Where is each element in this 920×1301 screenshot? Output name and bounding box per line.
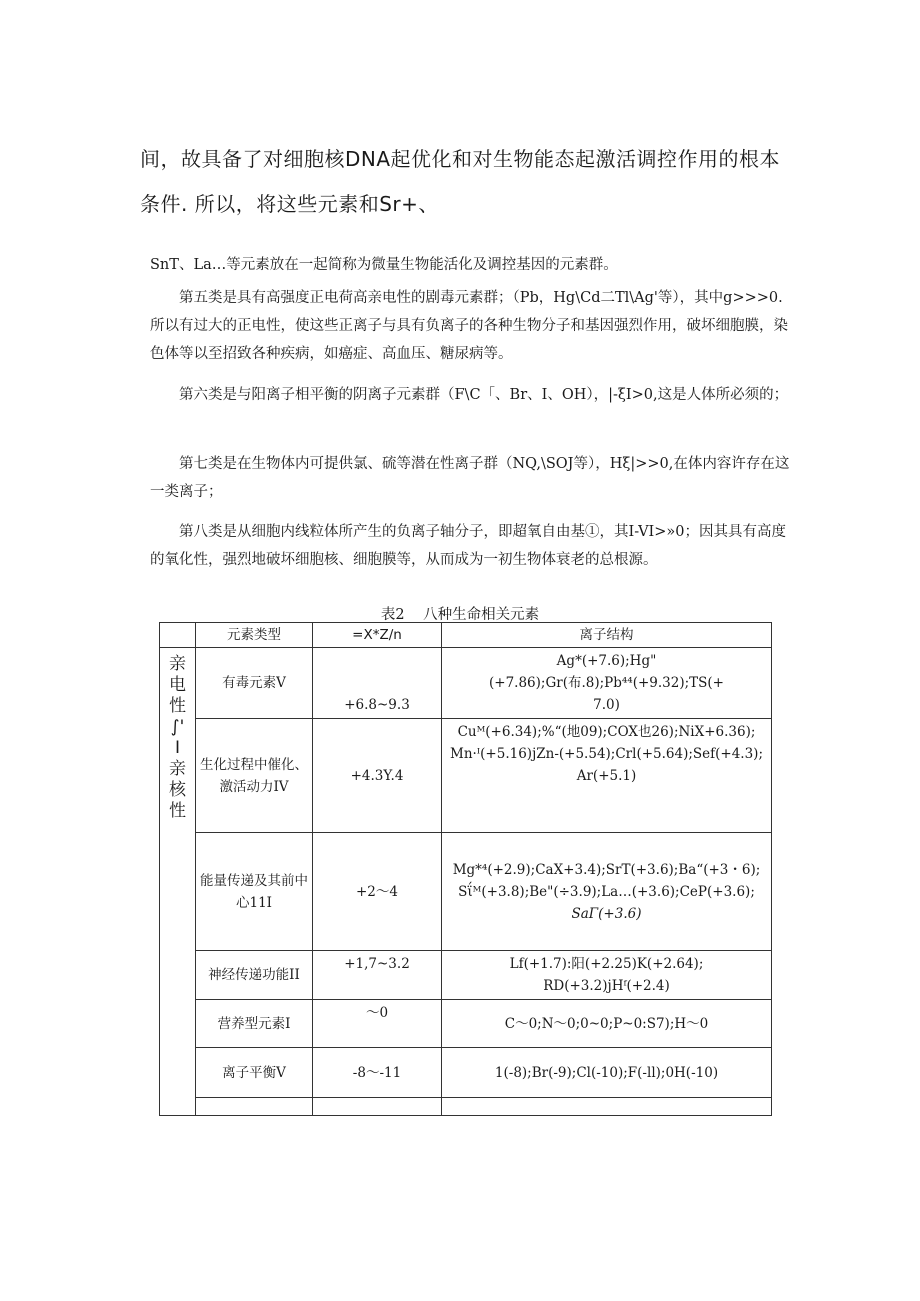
- element-table: [159, 622, 772, 1116]
- intro-line-2: 条件. 所以，将这些元素和Sr+、: [140, 192, 439, 216]
- paragraph-element-list: SnT、La…等元素放在一起简称为微量生物能活化及调控基因的元素群。: [150, 257, 618, 273]
- row-value: +1,7~3.2: [313, 951, 442, 1000]
- paragraph-class-six: 第六类是与阳离子相平衡的阴离子元素群（F\C「、Br、I、OH），|-ξI>0,这是人体所必须的；: [179, 387, 789, 403]
- header-blank: [160, 623, 196, 648]
- row-type: 生化过程中催化、激活动力IV: [196, 719, 313, 833]
- row-type: 能量传递及其前中心11I: [196, 833, 313, 951]
- table-row-empty: [160, 1098, 772, 1116]
- table-row: [160, 648, 772, 719]
- row-type: 神经传递功能II: [196, 951, 313, 1000]
- row-type: 营养型元素I: [196, 1000, 313, 1048]
- header-element-type: 元素类型: [196, 623, 313, 648]
- row-value: +6.8~9.3: [313, 648, 442, 719]
- paragraph-class-seven: 第七类是在生物体内可提供氯、硫等潜在性离子群（NQ,\SOJ等），Hξ|>>0,在体内容许存在这一类离子；: [150, 456, 790, 500]
- table-header-row: [160, 623, 772, 648]
- row-type: 离子平衡V: [196, 1048, 313, 1098]
- table-row: [160, 1048, 772, 1098]
- row-ions: Mg*⁴(+2.9);CaX+3.4);SrT(+3.6);Ba“(+3・6); Sΐᴹ(+3.8);Be"(÷3.9);La…(+3.6);CeP(+3.6); SaΓ(+3.6): [442, 833, 772, 951]
- table-row: [160, 1000, 772, 1048]
- paragraph-class-five: 第五类是具有高强度正电荷高亲电性的剧毒元素群；（Pb，Hg\Cd二Tl\Ag'等），其中g>>>0.所以有过大的正电性，使这些正离子与具有负离子的各种生物分子和基因强烈作用，破坏细胞膜，染色体等以至招致各种疾病，如癌症、高血压、糖尿病等。: [150, 290, 788, 362]
- header-ion-structure: 离子结构: [442, 623, 772, 648]
- row-value: +4.3Y.4: [313, 719, 442, 833]
- row-ions: Cuᴹ(+6.34);%“(地09);COX也26);NiX+6.36); Mn·ᴵ(+5.16)jZn-(+5.54);Crl(+5.64);Sef(+4.3); Ar(+5.1): [442, 719, 772, 833]
- paragraph-class-eight: 第八类是从细胞内线粒体所产生的负离子轴分子，即超氧自由基①，其I-VI>»0；因其具有高度的氧化性，强烈地破坏细胞核、细胞膜等，从而成为一初生物体衰老的总根源。: [150, 524, 787, 568]
- table-caption: 表2 八种生命相关元素: [380, 607, 540, 623]
- table-row: [160, 719, 772, 833]
- row-ions: C～0;N～0;0~0;P~0:S7);H～0: [442, 1000, 772, 1048]
- side-label: 亲 电 性 ∫' I 亲 核 性: [160, 648, 196, 1116]
- row-type: 有毒元素V: [196, 648, 313, 719]
- table-row: [160, 833, 772, 951]
- table-row: [160, 951, 772, 1000]
- row-ions: 1(-8);Br(-9);Cl(-10);F(-ll);0H(-10): [442, 1048, 772, 1098]
- row-ions: Ag*(+7.6);Hg"(+7.86);Gr(布.8);Pb⁴⁴(+9.32);TS(+ 7.0): [442, 648, 772, 719]
- row-ions: Lf(+1.7):阳(+2.25)K(+2.64); RD(+3.2)jHᶠ(+2.4): [442, 951, 772, 1000]
- intro-line-1: 间，故具备了对细胞核DNA起优化和对生物能态起激活调控作用的根本: [140, 147, 781, 171]
- row-value: +2～4: [313, 833, 442, 951]
- row-value: -8～-11: [313, 1048, 442, 1098]
- row-value: ～0: [313, 1000, 442, 1048]
- header-formula: =X*Z∕n: [313, 623, 442, 648]
